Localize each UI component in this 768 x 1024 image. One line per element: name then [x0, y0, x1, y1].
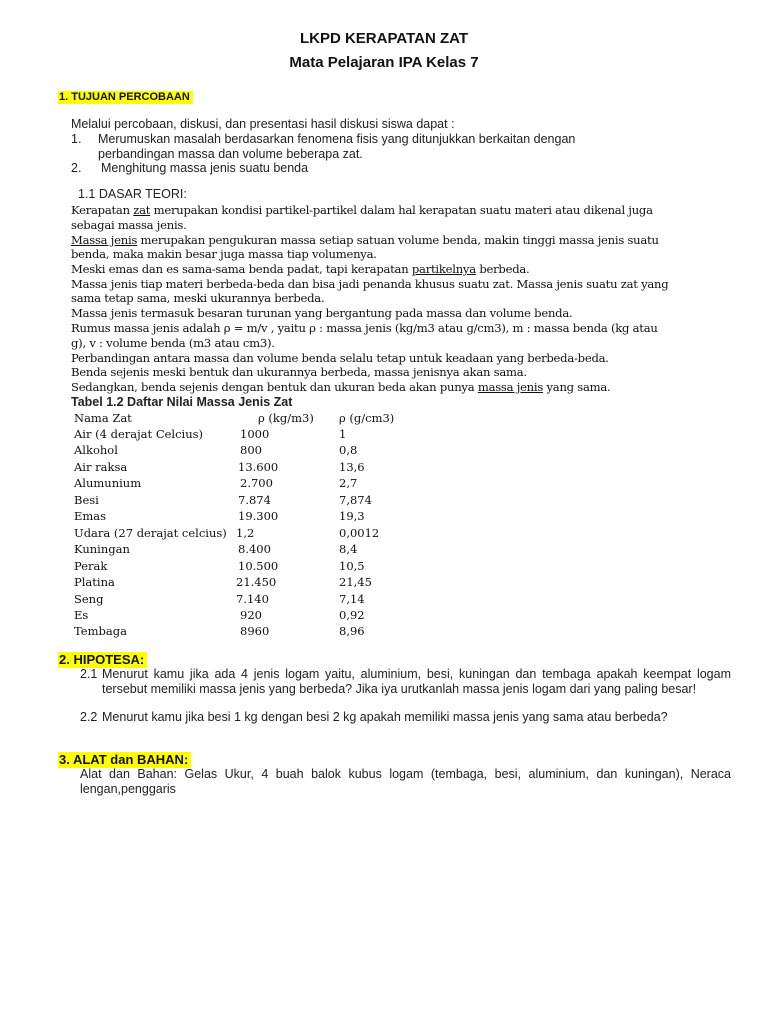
- table-cell-name: Besi: [74, 492, 99, 507]
- table-cell-kg-m3: 8.400: [238, 542, 271, 557]
- hipotesa-item-number: 2.1: [80, 667, 98, 681]
- hipotesa-item-text: Menurut kamu jika ada 4 jenis logam yaitu, aluminium, besi, kuningan dan tembaga apakah keempat logam tersebut memiliki massa jenis yang berbeda? Jika iya urutkanlah massa jenis logam dari yang paling besar!: [102, 667, 731, 696]
- teori-paragraph-line: sebagai massa jenis.: [71, 218, 187, 232]
- table-cell-kg-m3: 1000: [240, 427, 270, 441]
- table-header-cell: Nama Zat: [74, 411, 132, 425]
- table-cell-name: Es: [74, 607, 89, 622]
- table-cell-kg-m3: 920: [240, 607, 262, 622]
- table-cell-name: Seng: [74, 591, 104, 606]
- heading-highlight: 3. ALAT dan BAHAN:: [58, 752, 191, 768]
- teori-paragraph-line: Sedangkan, benda sejenis dengan bentuk dan ukuran beda akan punya massa jenis yang sama.: [71, 380, 611, 394]
- hipotesa-item-number: 2.2: [80, 710, 98, 724]
- table-cell-kg-m3: 7.874: [238, 492, 271, 507]
- table-cell-kg-m3: 21.450: [236, 575, 277, 590]
- table-cell-g-cm3: 1: [339, 427, 347, 441]
- table-cell-name: Emas: [74, 509, 107, 524]
- table-cell-g-cm3: 0,92: [339, 607, 365, 622]
- teori-paragraph-line: Massa jenis merupakan pengukuran massa setiap satuan volume benda, makin tinggi massa jenis suatu: [71, 233, 659, 247]
- document-subtitle: Mata Pelajaran IPA Kelas 7: [289, 54, 479, 71]
- table-cell-name: Air (4 derajat Celcius): [74, 427, 204, 441]
- tujuan-intro: Melalui percobaan, diskusi, dan presentasi hasil diskusi siswa dapat :: [71, 117, 455, 131]
- document-title: LKPD KERAPATAN ZAT: [299, 30, 469, 47]
- table-cell-kg-m3: 13.600: [238, 459, 279, 474]
- section-heading-alat-bahan: [58, 752, 191, 767]
- section-heading-hipotesa: [58, 652, 147, 667]
- teori-paragraph-line: Kerapatan zat merupakan kondisi partikel-partikel dalam hal kerapatan suatu materi atau dikenal juga: [71, 203, 653, 217]
- teori-paragraph-line: benda, maka makin besar juga massa tiap volumenya.: [71, 247, 377, 261]
- hipotesa-item-text: Menurut kamu jika besi 1 kg dengan besi 2 kg apakah memiliki massa jenis yang sama atau berbeda?: [102, 710, 668, 724]
- section-heading-tujuan: [58, 91, 193, 103]
- table-cell-g-cm3: 0,0012: [339, 525, 380, 540]
- table-cell-name: Tembaga: [74, 624, 127, 639]
- teori-paragraph-line: Rumus massa jenis adalah ρ = m/v , yaitu ρ : massa jenis (kg/m3 atau g/cm3), m : massa benda (kg atau: [71, 321, 658, 335]
- table-cell-name: Air raksa: [74, 459, 128, 474]
- table-cell-kg-m3: 1,2: [236, 525, 255, 540]
- table-cell-g-cm3: 2,7: [339, 476, 358, 491]
- table-cell-g-cm3: 21,45: [339, 575, 372, 590]
- table-cell-name: Kuningan: [74, 542, 130, 557]
- tujuan-item-number: 1.: [71, 132, 82, 146]
- tujuan-item-text: Menghitung massa jenis suatu benda: [101, 161, 309, 175]
- table-cell-kg-m3: 2.700: [240, 476, 273, 491]
- table-header-cell: ρ (kg/m3): [258, 411, 314, 425]
- dasar-teori-heading: 1.1 DASAR TEORI:: [78, 187, 187, 201]
- table-cell-g-cm3: 19,3: [339, 509, 365, 524]
- teori-paragraph-line: Meski emas dan es sama-sama benda padat, tapi kerapatan partikelnya berbeda.: [71, 262, 530, 276]
- table-cell-name: Alumunium: [74, 476, 142, 491]
- table-cell-kg-m3: 10.500: [238, 558, 279, 573]
- teori-paragraph-line: Benda sejenis meski bentuk dan ukurannya berbeda, massa jenisnya akan sama.: [71, 365, 527, 379]
- table-title: Tabel 1.2 Daftar Nilai Massa Jenis Zat: [71, 395, 293, 409]
- table-cell-name: Udara (27 derajat celcius): [74, 525, 227, 540]
- table-cell-g-cm3: 8,96: [339, 624, 365, 639]
- tujuan-item-text: Merumuskan masalah berdasarkan fenomena fisis yang ditunjukkan berkaitan dengan: [98, 132, 576, 146]
- table-cell-name: Platina: [74, 575, 115, 590]
- tujuan-item-text-cont: perbandingan massa dan volume beberapa zat.: [98, 147, 363, 161]
- table-cell-g-cm3: 13,6: [339, 459, 365, 474]
- table-header-cell: ρ (g/cm3): [339, 411, 395, 425]
- teori-paragraph-line: Massa jenis tiap materi berbeda-beda dan bisa jadi penanda khusus suatu zat. Massa jenis suatu zat yang: [71, 277, 669, 291]
- table-cell-g-cm3: 7,14: [339, 591, 365, 606]
- heading-highlight: 2. HIPOTESA:: [58, 652, 147, 668]
- table-cell-name: Alkohol: [74, 443, 118, 458]
- teori-paragraph-line: sama tetap sama, meski ukurannya berbeda.: [71, 291, 325, 305]
- table-cell-kg-m3: 7.140: [236, 591, 269, 606]
- table-cell-g-cm3: 10,5: [339, 558, 365, 573]
- table-cell-g-cm3: 0,8: [339, 443, 358, 458]
- tujuan-item-number: 2.: [71, 161, 82, 175]
- table-cell-kg-m3: 800: [240, 443, 262, 458]
- table-cell-kg-m3: 8960: [240, 624, 270, 639]
- table-cell-g-cm3: 7,874: [339, 492, 372, 507]
- heading-highlight: 1. TUJUAN PERCOBAAN: [58, 91, 193, 104]
- teori-paragraph-line: Perbandingan antara massa dan volume benda selalu tetap untuk keadaan yang berbeda-beda.: [71, 351, 609, 365]
- table-cell-name: Perak: [74, 558, 108, 573]
- table-cell-g-cm3: 8,4: [339, 542, 358, 557]
- alat-bahan-text: Alat dan Bahan: Gelas Ukur, 4 buah balok kubus logam (tembaga, besi, aluminium, dan kuningan), Neraca lengan,penggaris: [80, 767, 731, 796]
- teori-paragraph-line: Massa jenis termasuk besaran turunan yang bergantung pada massa dan volume benda.: [71, 306, 573, 320]
- table-cell-kg-m3: 19.300: [238, 509, 279, 524]
- teori-paragraph-line: g), v : volume benda (m3 atau cm3).: [71, 336, 275, 350]
